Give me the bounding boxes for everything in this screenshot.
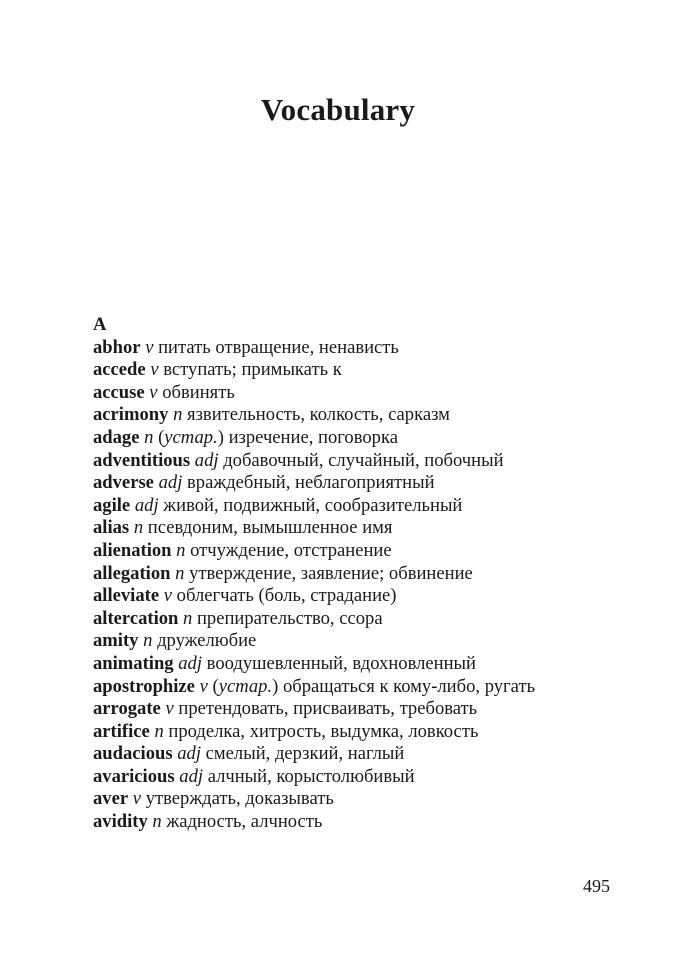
headword: acrimony	[93, 404, 169, 426]
headword: adventitious	[93, 449, 191, 471]
part-of-speech: n	[176, 539, 186, 561]
headword: alleviate	[93, 585, 160, 607]
definition: воодушевленный, вдохновленный	[206, 652, 476, 674]
headword: avaricious	[93, 765, 175, 787]
definition: обращаться к кому-либо, ругать	[282, 675, 536, 697]
headword: allegation	[93, 562, 171, 584]
vocabulary-entry	[93, 811, 587, 834]
vocabulary-entry	[93, 630, 587, 653]
note-close-paren: )	[272, 675, 279, 697]
section-letter: A	[93, 314, 107, 335]
vocabulary-entry	[93, 337, 587, 360]
headword: animating	[93, 652, 174, 674]
vocabulary-entry	[93, 540, 587, 563]
part-of-speech: v	[149, 381, 158, 403]
headword: aver	[93, 788, 129, 810]
definition: дружелюбие	[157, 630, 257, 652]
definition: враждебный, неблагоприятный	[187, 472, 435, 494]
headword: accede	[93, 359, 146, 381]
part-of-speech: n	[152, 811, 162, 833]
page-title: Vocabulary	[260, 92, 416, 127]
definition: отчуждение, отстранение	[190, 539, 392, 561]
vocabulary-entry	[93, 721, 587, 744]
headword: abhor	[93, 336, 141, 358]
page-number: 495	[583, 876, 610, 896]
headword: alias	[93, 517, 130, 539]
headword: accuse	[93, 381, 145, 403]
vocabulary-entry	[93, 472, 587, 495]
vocabulary-entry	[93, 766, 587, 789]
headword: adverse	[93, 472, 154, 494]
entry-container	[93, 337, 587, 834]
part-of-speech: v	[132, 788, 142, 810]
vocabulary-entry	[93, 608, 587, 631]
vocabulary-entry	[93, 743, 587, 766]
vocabulary-entry	[93, 585, 587, 608]
definition: облегчать (боль, страдание)	[176, 585, 397, 607]
vocabulary-entry	[93, 382, 587, 405]
part-of-speech: n	[173, 404, 183, 426]
vocabulary-entry	[93, 517, 587, 540]
part-of-speech: n	[144, 426, 154, 448]
headword: apostrophize	[93, 675, 195, 697]
definition: добавочный, случайный, побочный	[223, 449, 504, 471]
headword: agile	[93, 494, 131, 516]
vocabulary-entry	[93, 404, 587, 427]
part-of-speech: adj	[194, 449, 219, 471]
definition: живой, подвижный, сообразительный	[163, 494, 463, 516]
definition: обвинять	[162, 381, 235, 403]
vocabulary-entry	[93, 359, 587, 382]
definition: проделка, хитрость, выдумка, ловкость	[168, 720, 479, 742]
vocabulary-entry	[93, 563, 587, 586]
note-close-paren: )	[217, 426, 224, 448]
headword: altercation	[93, 607, 179, 629]
part-of-speech: adj	[178, 652, 203, 674]
part-of-speech: adj	[134, 494, 159, 516]
part-of-speech: n	[133, 517, 144, 539]
definition: вступать; примыкать к	[163, 359, 342, 381]
part-of-speech: v	[165, 698, 174, 720]
definition: смелый, дерзкий, наглый	[205, 743, 405, 765]
part-of-speech: adj	[177, 743, 201, 765]
headword: artifice	[93, 720, 150, 742]
definition: питать отвращение, ненависть	[158, 336, 399, 358]
headword: arrogate	[93, 698, 161, 720]
definition: утверждать, доказывать	[145, 788, 334, 810]
vocabulary-entry	[93, 495, 587, 518]
vocabulary-entry	[93, 788, 587, 811]
usage-note: устар.	[164, 426, 218, 448]
vocabulary-entry	[93, 676, 587, 699]
headword: adage	[93, 426, 140, 448]
part-of-speech: n	[143, 630, 153, 652]
part-of-speech: v	[163, 585, 173, 607]
note-open-paren: (	[158, 426, 165, 448]
part-of-speech: adj	[158, 472, 183, 494]
definition: алчный, корыстолюбивый	[207, 765, 415, 787]
headword: amity	[93, 630, 139, 652]
definition: препирательство, ссора	[196, 607, 383, 629]
part-of-speech: n	[183, 607, 193, 629]
part-of-speech: v	[199, 675, 208, 697]
headword: avidity	[93, 811, 148, 833]
definition: псевдоним, вымышленное имя	[147, 517, 393, 539]
vocabulary-entry	[93, 698, 587, 721]
vocabulary-entry	[93, 653, 587, 676]
part-of-speech: adj	[179, 765, 204, 787]
definition: жадность, алчность	[166, 811, 323, 833]
definition: язвительность, колкость, сарказм	[187, 404, 450, 426]
headword: audacious	[93, 743, 173, 765]
part-of-speech: v	[150, 359, 159, 381]
headword: alienation	[93, 539, 172, 561]
part-of-speech: n	[154, 720, 164, 742]
vocabulary-entry	[93, 427, 587, 450]
vocabulary-entry	[93, 450, 587, 473]
part-of-speech: n	[175, 562, 185, 584]
usage-note: устар.	[218, 675, 273, 697]
definition: утверждение, заявление; обвинение	[189, 562, 473, 584]
note-open-paren: (	[212, 675, 219, 697]
vocabulary-list	[93, 314, 587, 834]
definition: изречение, поговорка	[228, 426, 398, 448]
part-of-speech: v	[145, 336, 154, 358]
definition: претендовать, присваивать, требовать	[178, 698, 478, 720]
